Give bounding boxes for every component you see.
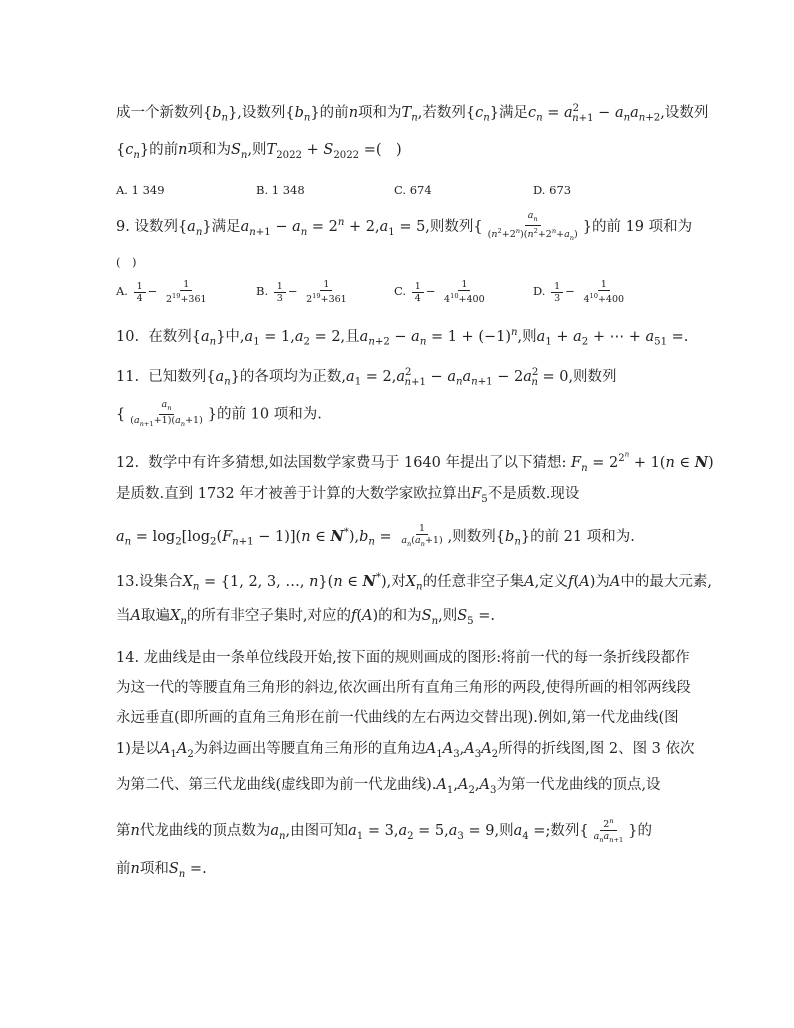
q12-text-line-1: 12. 数学中有许多猜想,如法国数学家费马于 1640 年提出了以下猜想: $F_n = 2^{2^n} + 1(n$ ∈ N) [116, 450, 714, 475]
q10-text: 10. 在数列$\{a_n\}$中$,a_1 = 1,a_2 = 2$,且$a_{n+2} - a_n = 1 + (-1)^n$,则$a_1 + a_2$ + ⋯ + $a_{51}$ =. [116, 327, 689, 348]
q9-option-b: B. $\frac{1}{3}$ − $\frac{1}{2^{19}+361}$ [256, 279, 347, 306]
q13-text-line-1: 13.设集合$X_n = \{1$, 2, 3, …, n}(n ∈ N*),对$X_n$的任意非空子集A,定义f(A)为A中的最大元素, [116, 572, 712, 593]
q12-text-line-2: 是质数.直到 1732 年才被善于计算的大数学家欧拉算出$F_5$不是质数.现设 [116, 486, 580, 505]
q8-text-line-2: $\{c_n\}$的前n项和为$S_n$,则$T_{2022} + S_{2022}$ =( ) [116, 142, 402, 161]
q9-paren: ( ) [116, 255, 137, 269]
q8-option-c: C. 674 [394, 183, 432, 197]
q12-text-line-3: $a_n = \log_2[\log_2(F_{n+1} - 1)](n$ ∈ $N^*),b_n$ = $\frac{1}{a_n(a_n+1)}$ ,则数列$\{b_n\}$的前 21 项和为. [116, 523, 635, 549]
q13-text-line-2: 当A取遍$X_n$的所有非空子集时,对应的f(A)的和为$S_n$,则$S_5$ =. [116, 608, 495, 627]
q11-text-line-1: 11. 已知数列$\{a_n\}$的各项均为正数$,a_1 = 2,a^2_{n+1} - a_na_{n+1} - 2a^2_n = 0$,则数列 [116, 367, 617, 388]
q14-text-line-5: 为第二代、第三代龙曲线(虚线即为前一代龙曲线)$.A_1,A_2,A_3$为第一代龙曲线的顶点,设 [116, 777, 661, 796]
q9-option-d: D. $\frac{1}{3}$ − $\frac{1}{4^{10}+400}$ [533, 279, 625, 306]
q8-option-a: A. 1 349 [116, 183, 165, 197]
q14-text-line-6: 第n代龙曲线的顶点数为$a_n$,由图可知$a_1 = 3,a_2 = 5,a_3 = 9$,则$a_4$ =;数列{ $\frac{2^n}{a_na_{n+1}}$ }的 [116, 817, 652, 845]
q14-text-line-3: 永远垂直(即所画的直角三角形在前一代曲线的左右两边交替出现).例如,第一代龙曲线(图 [116, 710, 679, 726]
q14-text-line-4: 1)是以$A_1A_2$为斜边画出等腰直角三角形的直角边$A_1A_3,A_3A_2$所得的折线图,图 2、图 3 依次 [116, 741, 695, 760]
q14-text-line-7: 前n项和$S_n$ =. [116, 861, 207, 880]
q11-text-line-2: { $\frac{a_n}{(a_{n+1}+1)(a_n+1)}$ }的前 10 项和为. [116, 399, 322, 428]
q14-text-line-1: 14. 龙曲线是由一条单位线段开始,按下面的规则画成的图形:将前一代的每一条折线段都作 [116, 650, 690, 666]
q14-text-line-2: 为这一代的等腰直角三角形的斜边,依次画出所有直角三角形的两段,使得所画的相邻两线段 [116, 680, 691, 696]
q9-text: 9. 设数列$\{a_n\}$满足$a_{n+1} - a_n = 2^n + 2,a_1 = 5$,则数列{ $\frac{a_n}{(n^2+2^n)(n^2+2^n+a_n)}$ }的前 19 项和为 [116, 210, 693, 242]
q9-option-c: C. $\frac{1}{4}$ − $\frac{1}{4^{10}+400}$ [394, 279, 485, 306]
q8-option-d: D. 673 [533, 183, 572, 197]
q9-option-a: A. $\frac{1}{4}$ − $\frac{1}{2^{19}+361}$ [116, 279, 207, 306]
q8-text-line-1: 成一个新数列$\{b_n\}$,设数列$\{b_n\}$的前n项和为$T_n$,若数列$\{c_n\}$满足$c_n = a^2_{n+1} - a_na_{n+2}$,设数列 [116, 103, 709, 124]
q8-option-b: B. 1 348 [256, 183, 305, 197]
